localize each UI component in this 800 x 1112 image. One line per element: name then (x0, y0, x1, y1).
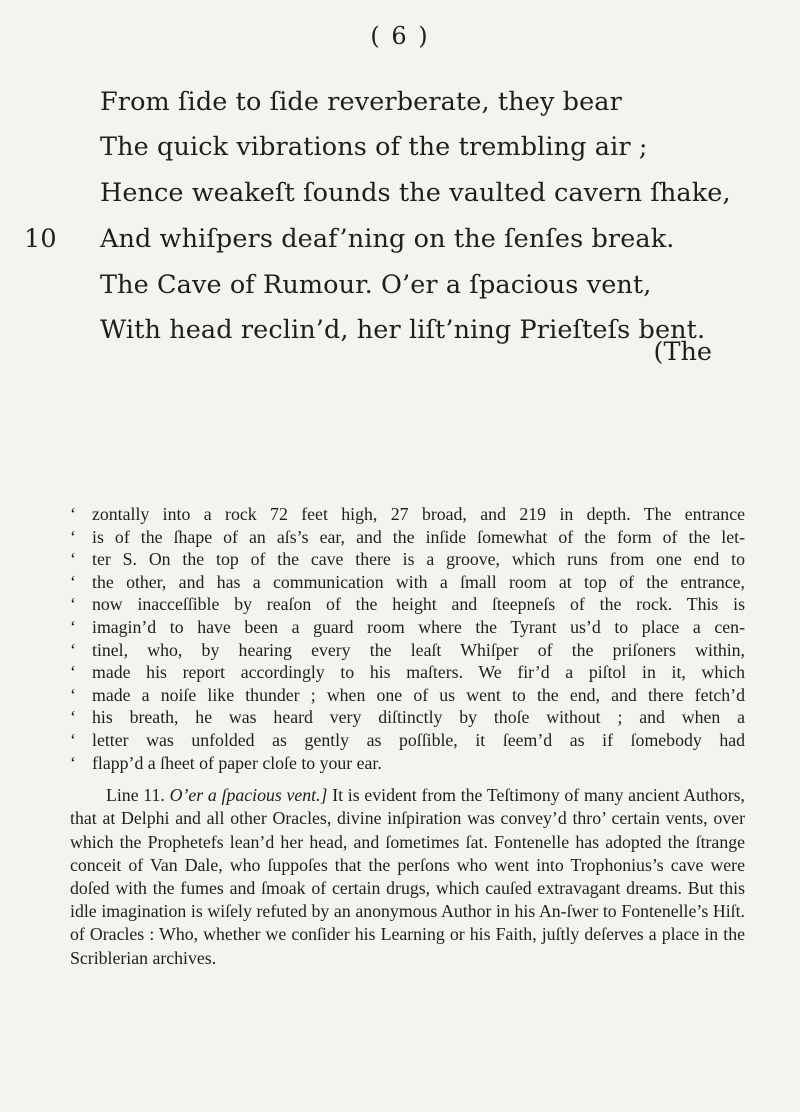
quote-mark: ‘ (70, 752, 76, 773)
quote-mark: ‘ (70, 571, 76, 592)
quote-mark: ‘ (70, 707, 76, 728)
verse-text: With head reclin’d, her liſt’ning Prieſteſs bent. (100, 315, 706, 345)
line-number: 10 (24, 224, 57, 254)
note-line: the other, and has a communication with a ſmall room at top of the entrance, (92, 571, 745, 592)
quote-mark: ‘ (70, 549, 76, 570)
note-line: flapp’d a ſheet of paper cloſe to your ear. (92, 752, 382, 773)
note-line: imagin’d to have been a guard room where the Tyrant us’d to place a cen- (92, 616, 745, 637)
note-line: zontally into a rock 72 feet high, 27 broad, and 219 in depth. The entrance (92, 504, 745, 524)
quote-mark: ‘ (70, 639, 76, 660)
verse-line (100, 315, 705, 345)
verse-line (100, 178, 731, 208)
verse-line (100, 87, 622, 117)
verse-text: Hence weakeſt ſounds the vaulted cavern ſhake, (100, 178, 731, 208)
verse-line (100, 270, 651, 300)
quote-mark: ‘ (70, 684, 76, 705)
page-number: ( 6 ) (370, 22, 430, 50)
verse-text: The Cave of Rumour. O’er a ſpacious vent, (100, 270, 652, 300)
commentary-text: It is evident from the Teſtimony of many ancient Authors, that at Delphi and all other Oracles, divine inſpiration was convey’d thro’ certain vents, over which the Prophetefs lean’d her head, and ſometimes ſat. Fontenelle has adopted the ſtrange conceit of Van Dale, who ſuppoſes that the perſons who went into Trophonius’s cave were doſed with the fumes and ſmoak of certain drugs, which cauſed extravagant dreams. But this idle imagination is wiſely refuted by an anonymous Author in his An-ſwer to Fontenelle’s Hiſt. of Oracles : Who, whether we conſider his Learning or his Faith, juſtly deſerves a place in the Scriblerian archives. (70, 785, 745, 968)
line-reference: Line 11. (106, 785, 165, 806)
note-line: letter was unfolded as gently as poſſible, it ſeem’d as if ſomebody had (92, 729, 745, 750)
note-line: ter S. On the top of the cave there is a groove, which runs from one end to (92, 549, 745, 570)
verse-line (100, 132, 648, 162)
note-line: made his report accordingly to his maſters. We fir’d a piſtol in it, which (92, 662, 745, 683)
quote-mark: ‘ (70, 662, 76, 683)
verse-line (24, 224, 674, 254)
verse-text: And whiſpers deaf’ning on the ſenſes break. (100, 224, 675, 254)
quote-mark: ‘ (70, 594, 76, 615)
note-line: tinel, who, by hearing every the leaſt Whiſper of the priſoners within, (92, 639, 745, 660)
note-line: his breath, he was heard very diſtinctly by thoſe without ; and when a (92, 707, 745, 728)
lemma: O’er a ſpacious vent.] (169, 785, 328, 806)
quote-mark: ‘ (70, 504, 76, 524)
commentary-paragraph (70, 784, 745, 970)
verse-text: From ſide to ſide reverberate, they bear (100, 87, 622, 117)
note-line: is of the ſhape of an aſs’s ear, and the inſide ſomewhat of the form of the let- (92, 526, 745, 547)
verse-text: The quick vibrations of the trembling air ; (100, 132, 648, 162)
quote-mark: ‘ (70, 526, 76, 547)
catchword: (The (653, 337, 712, 367)
footnote-block (70, 503, 745, 970)
quote-mark: ‘ (70, 616, 76, 637)
quote-mark: ‘ (70, 729, 76, 750)
note-line: now inacceſſible by reaſon of the height and ſteepneſs of the rock. This is (92, 594, 745, 615)
note-line: made a noiſe like thunder ; when one of us went to the end, and there fetch’d (92, 684, 745, 705)
